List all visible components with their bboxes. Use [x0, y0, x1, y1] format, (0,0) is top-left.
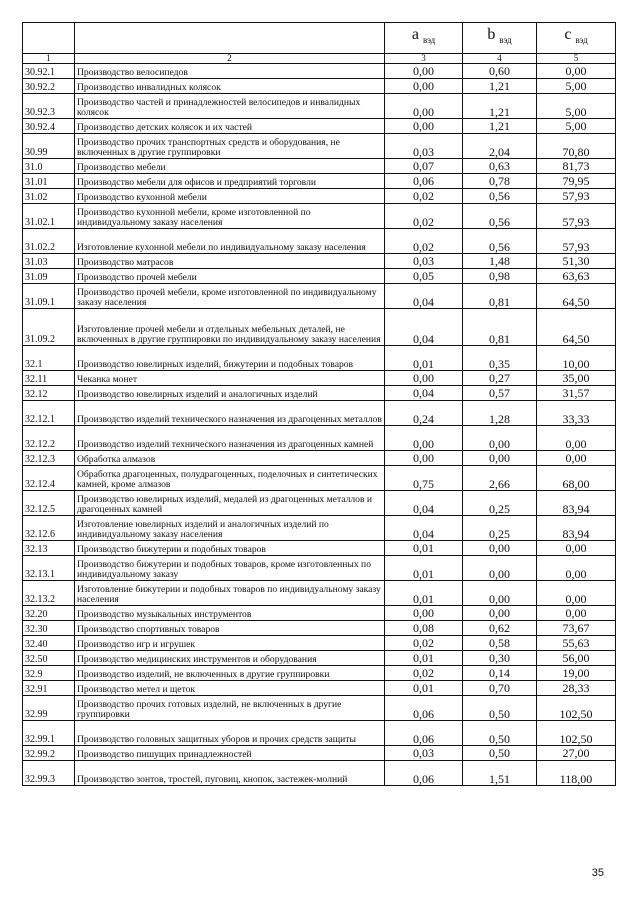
table-row	[23, 64, 616, 79]
table-row	[23, 401, 616, 426]
row-value-b: 0,78	[463, 174, 537, 189]
table-body	[23, 64, 616, 786]
row-code: 32.12	[23, 386, 75, 401]
row-value-b: 0,35	[463, 346, 537, 371]
table-row	[23, 204, 616, 229]
row-value-a: 0,03	[385, 134, 463, 159]
table-row	[23, 426, 616, 451]
row-value-c: 102,50	[537, 696, 616, 721]
row-value-b: 2,66	[463, 466, 537, 491]
row-value-c: 102,50	[537, 721, 616, 746]
row-value-c: 19,00	[537, 666, 616, 681]
row-code: 32.12.1	[23, 401, 75, 426]
row-code: 32.13.2	[23, 581, 75, 606]
row-value-b: 0,25	[463, 516, 537, 541]
row-name: Изготовление ювелирных изделий и аналогичных изделий по индивидуальному заказу населения	[75, 516, 385, 541]
row-value-a: 0,02	[385, 666, 463, 681]
row-value-a: 0,07	[385, 159, 463, 174]
table-row	[23, 79, 616, 94]
row-name: Производство кухонной мебели, кроме изготовленной по индивидуальному заказу населения	[75, 204, 385, 229]
header-col-b: b $_{вэд}$	[463, 23, 537, 54]
row-value-c: 83,94	[537, 516, 616, 541]
row-value-b: 0,27	[463, 371, 537, 386]
okved-coefficients-table	[22, 22, 616, 786]
table-row	[23, 721, 616, 746]
row-value-b: 0,56	[463, 204, 537, 229]
row-value-b: 0,00	[463, 606, 537, 621]
row-value-a: 0,00	[385, 79, 463, 94]
row-value-a: 0,04	[385, 516, 463, 541]
row-name: Изготовление прочей мебели и отдельных мебельных деталей, не включенных в другие группировки по индивидуальному заказу населения	[75, 309, 385, 346]
row-value-c: 0,00	[537, 451, 616, 466]
row-value-b: 0,62	[463, 621, 537, 636]
row-value-b: 1,21	[463, 79, 537, 94]
row-value-a: 0,06	[385, 696, 463, 721]
row-code: 32.99.1	[23, 721, 75, 746]
row-value-a: 0,02	[385, 229, 463, 254]
table-row	[23, 134, 616, 159]
table-row	[23, 606, 616, 621]
column-number-row	[23, 54, 616, 64]
row-name: Производство кухонной мебели	[75, 189, 385, 204]
row-code: 32.99.2	[23, 746, 75, 761]
row-value-b: 0,50	[463, 746, 537, 761]
row-code: 32.1	[23, 346, 75, 371]
row-value-a: 0,01	[385, 581, 463, 606]
row-code: 30.92.4	[23, 119, 75, 134]
table-row	[23, 451, 616, 466]
table-row	[23, 346, 616, 371]
row-value-c: 57,93	[537, 189, 616, 204]
row-code: 32.11	[23, 371, 75, 386]
row-name: Производство бижутерии и подобных товаров	[75, 541, 385, 556]
column-number: 5	[537, 54, 616, 64]
row-name: Производство пишущих принадлежностей	[75, 746, 385, 761]
row-value-c: 5,00	[537, 119, 616, 134]
row-value-b: 0,56	[463, 229, 537, 254]
column-number: 2	[75, 54, 385, 64]
row-value-b: 0,56	[463, 189, 537, 204]
row-value-c: 5,00	[537, 79, 616, 94]
table-row	[23, 651, 616, 666]
row-value-a: 0,01	[385, 541, 463, 556]
table-row	[23, 466, 616, 491]
row-code: 32.13	[23, 541, 75, 556]
row-value-a: 0,00	[385, 371, 463, 386]
row-code: 30.99	[23, 134, 75, 159]
row-value-a: 0,00	[385, 119, 463, 134]
table-row	[23, 386, 616, 401]
row-code: 32.12.2	[23, 426, 75, 451]
row-value-c: 68,00	[537, 466, 616, 491]
row-code: 31.09	[23, 269, 75, 284]
table-row	[23, 284, 616, 309]
row-value-c: 33,33	[537, 401, 616, 426]
row-value-c: 28,33	[537, 681, 616, 696]
row-name: Производство частей и принадлежностей велосипедов и инвалидных колясок	[75, 94, 385, 119]
row-value-c: 0,00	[537, 606, 616, 621]
row-code: 31.02.1	[23, 204, 75, 229]
row-code: 30.92.3	[23, 94, 75, 119]
row-name: Производство прочих транспортных средств и оборудования, не включенных в другие группировки	[75, 134, 385, 159]
row-name: Производство игр и игрушек	[75, 636, 385, 651]
row-name: Производство головных защитных уборов и прочих средств защиты	[75, 721, 385, 746]
table-row	[23, 621, 616, 636]
row-code: 32.12.6	[23, 516, 75, 541]
page-number: 35	[591, 867, 604, 879]
table-row	[23, 666, 616, 681]
table-row	[23, 189, 616, 204]
row-code: 32.12.3	[23, 451, 75, 466]
row-code: 32.20	[23, 606, 75, 621]
row-value-a: 0,24	[385, 401, 463, 426]
row-value-b: 0,57	[463, 386, 537, 401]
row-value-b: 0,14	[463, 666, 537, 681]
table-row	[23, 636, 616, 651]
row-name: Производство зонтов, тростей, пуговиц, кнопок, застежек-молний	[75, 761, 385, 786]
row-value-b: 0,00	[463, 426, 537, 451]
row-value-b: 0,30	[463, 651, 537, 666]
row-code: 32.12.5	[23, 491, 75, 516]
row-value-a: 0,04	[385, 284, 463, 309]
row-value-b: 1,48	[463, 254, 537, 269]
table-row	[23, 269, 616, 284]
row-value-c: 0,00	[537, 541, 616, 556]
row-value-b: 0,50	[463, 721, 537, 746]
row-value-c: 73,67	[537, 621, 616, 636]
row-value-b: 0,63	[463, 159, 537, 174]
row-value-c: 5,00	[537, 94, 616, 119]
row-value-a: 0,06	[385, 721, 463, 746]
row-value-b: 0,00	[463, 451, 537, 466]
row-value-c: 83,94	[537, 491, 616, 516]
row-name: Производство ювелирных изделий, бижутерии и подобных товаров	[75, 346, 385, 371]
row-value-b: 0,60	[463, 64, 537, 79]
table-row	[23, 254, 616, 269]
row-value-a: 0,03	[385, 746, 463, 761]
row-name: Производство мебели для офисов и предприятий торговли	[75, 174, 385, 189]
row-value-c: 56,00	[537, 651, 616, 666]
row-code: 31.09.2	[23, 309, 75, 346]
row-value-c: 118,00	[537, 761, 616, 786]
document-page	[22, 22, 620, 786]
row-value-a: 0,75	[385, 466, 463, 491]
table-row	[23, 94, 616, 119]
row-code: 31.09.1	[23, 284, 75, 309]
table-row	[23, 556, 616, 581]
table-row	[23, 491, 616, 516]
row-value-b: 2,04	[463, 134, 537, 159]
row-value-b: 0,58	[463, 636, 537, 651]
row-value-b: 1,28	[463, 401, 537, 426]
row-value-b: 0,00	[463, 541, 537, 556]
row-code: 31.03	[23, 254, 75, 269]
row-name: Производство мебели	[75, 159, 385, 174]
table-row	[23, 746, 616, 761]
table-row	[23, 371, 616, 386]
row-code: 32.30	[23, 621, 75, 636]
row-value-b: 0,70	[463, 681, 537, 696]
row-code: 30.92.1	[23, 64, 75, 79]
row-value-c: 55,63	[537, 636, 616, 651]
row-name: Изготовление бижутерии и подобных товаров по индивидуальному заказу населения	[75, 581, 385, 606]
row-value-a: 0,00	[385, 426, 463, 451]
row-value-c: 0,00	[537, 64, 616, 79]
row-code: 32.13.1	[23, 556, 75, 581]
row-value-a: 0,06	[385, 174, 463, 189]
row-value-c: 10,00	[537, 346, 616, 371]
row-value-a: 0,04	[385, 309, 463, 346]
table-row	[23, 581, 616, 606]
table-row	[23, 119, 616, 134]
table-row	[23, 174, 616, 189]
row-code: 32.9	[23, 666, 75, 681]
row-value-a: 0,04	[385, 491, 463, 516]
row-code: 31.01	[23, 174, 75, 189]
row-name: Обработка алмазов	[75, 451, 385, 466]
row-code: 30.92.2	[23, 79, 75, 94]
row-value-a: 0,00	[385, 64, 463, 79]
row-value-b: 0,00	[463, 556, 537, 581]
row-value-b: 0,50	[463, 696, 537, 721]
row-name: Производство велосипедов	[75, 64, 385, 79]
row-name: Производство спортивных товаров	[75, 621, 385, 636]
table-row	[23, 681, 616, 696]
row-value-c: 35,00	[537, 371, 616, 386]
row-value-b: 0,98	[463, 269, 537, 284]
row-name: Производство метел и щеток	[75, 681, 385, 696]
row-name: Производство матрасов	[75, 254, 385, 269]
row-code: 31.02.2	[23, 229, 75, 254]
row-code: 32.99	[23, 696, 75, 721]
row-code: 32.40	[23, 636, 75, 651]
table-row	[23, 761, 616, 786]
row-value-a: 0,02	[385, 204, 463, 229]
row-value-b: 0,81	[463, 284, 537, 309]
column-number: 1	[23, 54, 75, 64]
row-value-c: 57,93	[537, 229, 616, 254]
row-name: Производство детских колясок и их частей	[75, 119, 385, 134]
row-name: Производство ювелирных изделий и аналогичных изделий	[75, 386, 385, 401]
row-value-a: 0,01	[385, 681, 463, 696]
row-name: Производство изделий, не включенных в другие группировки	[75, 666, 385, 681]
column-number: 3	[385, 54, 463, 64]
row-value-c: 70,80	[537, 134, 616, 159]
row-value-a: 0,04	[385, 386, 463, 401]
table-row	[23, 516, 616, 541]
row-value-a: 0,02	[385, 189, 463, 204]
table-row	[23, 229, 616, 254]
row-value-c: 63,63	[537, 269, 616, 284]
row-value-b: 0,81	[463, 309, 537, 346]
row-value-a: 0,01	[385, 346, 463, 371]
row-value-b: 1,21	[463, 119, 537, 134]
row-value-c: 27,00	[537, 746, 616, 761]
row-value-a: 0,08	[385, 621, 463, 636]
row-value-a: 0,05	[385, 269, 463, 284]
row-name: Производство медицинских инструментов и оборудования	[75, 651, 385, 666]
row-value-c: 57,93	[537, 204, 616, 229]
row-name: Производство прочих готовых изделий, не включенных в другие группировки	[75, 696, 385, 721]
table-row	[23, 309, 616, 346]
table-row	[23, 696, 616, 721]
row-name: Производство бижутерии и подобных товаров, кроме изготовленных по индивидуальному заказу	[75, 556, 385, 581]
row-code: 32.50	[23, 651, 75, 666]
row-value-a: 0,01	[385, 556, 463, 581]
row-code: 31.0	[23, 159, 75, 174]
row-value-c: 79,95	[537, 174, 616, 189]
row-value-a: 0,00	[385, 606, 463, 621]
row-name: Обработка драгоценных, полудрагоценных, поделочных и синтетических камней, кроме алмазов	[75, 466, 385, 491]
row-value-c: 0,00	[537, 581, 616, 606]
row-name: Производство прочей мебели, кроме изготовленной по индивидуальному заказу населения	[75, 284, 385, 309]
row-value-a: 0,00	[385, 451, 463, 466]
row-code: 32.12.4	[23, 466, 75, 491]
row-name: Производство прочей мебели	[75, 269, 385, 284]
row-value-c: 0,00	[537, 426, 616, 451]
row-value-a: 0,06	[385, 761, 463, 786]
row-value-c: 64,50	[537, 284, 616, 309]
row-value-a: 0,03	[385, 254, 463, 269]
row-value-a: 0,01	[385, 651, 463, 666]
row-value-b: 1,21	[463, 94, 537, 119]
table-row	[23, 159, 616, 174]
table-row	[23, 541, 616, 556]
row-name: Производство изделий технического назначения из драгоценных металлов	[75, 401, 385, 426]
header-code-cell	[23, 23, 75, 54]
row-value-b: 0,00	[463, 581, 537, 606]
row-name: Производство изделий технического назначения из драгоценных камней	[75, 426, 385, 451]
row-value-c: 81,73	[537, 159, 616, 174]
row-value-c: 64,50	[537, 309, 616, 346]
row-code: 32.99.3	[23, 761, 75, 786]
row-name: Производство ювелирных изделий, медалей из драгоценных металлов и драгоценных камней	[75, 491, 385, 516]
header-name-cell	[75, 23, 385, 54]
row-name: Производство инвалидных колясок	[75, 79, 385, 94]
row-value-c: 0,00	[537, 556, 616, 581]
row-code: 32.91	[23, 681, 75, 696]
row-code: 31.02	[23, 189, 75, 204]
column-number: 4	[463, 54, 537, 64]
row-name: Производство музыкальных инструментов	[75, 606, 385, 621]
header-col-a: a $_{вэд}$	[385, 23, 463, 54]
header-col-c: c $_{вэд}$	[537, 23, 616, 54]
row-value-b: 1,51	[463, 761, 537, 786]
table-header-row	[23, 23, 616, 54]
row-name: Изготовление кухонной мебели по индивидуальному заказу населения	[75, 229, 385, 254]
row-name: Чеканка монет	[75, 371, 385, 386]
row-value-a: 0,00	[385, 94, 463, 119]
row-value-a: 0,02	[385, 636, 463, 651]
row-value-c: 51,30	[537, 254, 616, 269]
row-value-c: 31,57	[537, 386, 616, 401]
row-value-b: 0,25	[463, 491, 537, 516]
